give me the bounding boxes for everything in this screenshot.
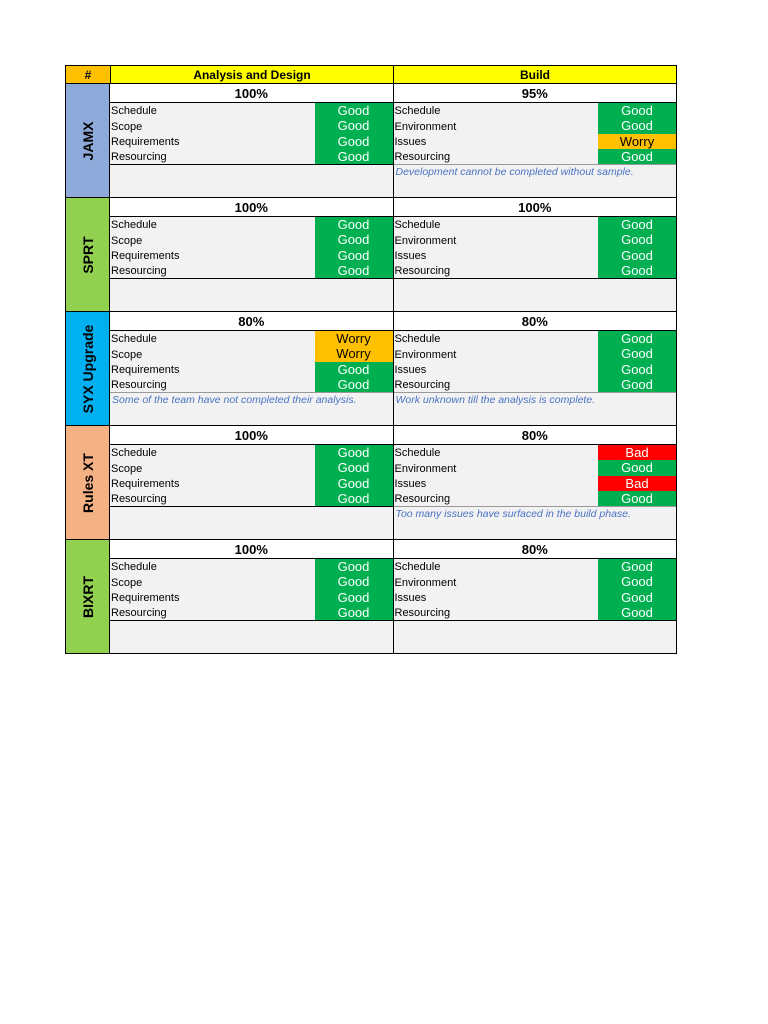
- status-rows: [110, 331, 393, 392]
- status-value-badge: Good: [598, 605, 676, 620]
- project-name: BIXRT: [79, 575, 96, 618]
- project-block: [65, 198, 677, 312]
- phase-comment: [394, 278, 677, 311]
- status-row: [110, 377, 393, 392]
- phase-analysis: [110, 84, 394, 197]
- status-value-badge: Good: [315, 377, 393, 392]
- status-row: [394, 331, 677, 346]
- project-name-cell: [66, 312, 110, 425]
- phase-comment: [110, 506, 393, 539]
- phase-percent: 80%: [110, 312, 393, 331]
- project-name: JAMX: [79, 121, 96, 160]
- phase-comment: Too many issues have surfaced in the build phase.: [394, 506, 677, 539]
- status-label: Scope: [111, 462, 143, 475]
- status-rows: [110, 217, 393, 278]
- status-value-badge: Good: [315, 574, 393, 589]
- phase-analysis: [110, 426, 394, 539]
- status-label: Resourcing: [111, 607, 167, 619]
- status-value-badge: Good: [598, 149, 676, 164]
- status-row: [110, 460, 393, 475]
- status-value-badge: Good: [315, 605, 393, 620]
- status-value-badge: Good: [315, 118, 393, 133]
- phase-analysis: [110, 198, 394, 311]
- status-label: Environment: [394, 462, 457, 475]
- status-value-badge: Good: [598, 559, 676, 574]
- status-row: [394, 103, 677, 118]
- header-build: Build: [394, 66, 676, 83]
- phase-build: [394, 426, 677, 539]
- status-rows: [394, 445, 677, 506]
- phase-comment: Some of the team have not completed their analysis.: [110, 392, 393, 425]
- status-label: Requirements: [111, 249, 180, 262]
- status-row: [394, 476, 677, 491]
- status-rows: [110, 445, 393, 506]
- status-value-badge: Worry: [315, 331, 393, 346]
- status-label: Requirements: [111, 363, 180, 376]
- status-value-badge: Good: [315, 445, 393, 460]
- status-label: Issues: [394, 591, 427, 604]
- status-label: Schedule: [111, 105, 157, 118]
- phase-build: [394, 198, 677, 311]
- status-rows: [394, 217, 677, 278]
- status-label: Resourcing: [394, 151, 451, 163]
- status-value-badge: Good: [598, 232, 676, 247]
- phase-percent: 100%: [110, 84, 393, 103]
- status-value-badge: Good: [598, 346, 676, 361]
- status-row: [110, 232, 393, 247]
- status-value-badge: Good: [315, 103, 393, 118]
- header-row: [65, 65, 677, 84]
- project-block: [65, 312, 677, 426]
- phase-percent: 80%: [394, 426, 677, 445]
- status-label: Schedule: [111, 333, 157, 346]
- status-value-badge: Good: [315, 248, 393, 263]
- status-label: Scope: [111, 120, 143, 133]
- status-label: Issues: [394, 135, 427, 148]
- status-label: Resourcing: [394, 265, 451, 277]
- status-label: Environment: [394, 576, 457, 589]
- status-value-badge: Good: [598, 217, 676, 232]
- status-dashboard: [65, 65, 677, 654]
- status-row: [394, 346, 677, 361]
- status-label: Schedule: [394, 333, 441, 346]
- status-row: [110, 118, 393, 133]
- status-row: [110, 103, 393, 118]
- status-value-badge: Good: [598, 574, 676, 589]
- status-row: [394, 491, 677, 506]
- phase-percent: 100%: [110, 426, 393, 445]
- status-row: [110, 263, 393, 278]
- project-name-cell: [66, 540, 110, 653]
- status-row: [394, 362, 677, 377]
- status-label: Schedule: [111, 561, 157, 574]
- status-value-badge: Bad: [598, 445, 676, 460]
- status-row: [110, 149, 393, 164]
- status-row: [394, 248, 677, 263]
- status-row: [110, 445, 393, 460]
- phase-analysis: [110, 540, 394, 653]
- header-analysis-design: Analysis and Design: [111, 66, 394, 83]
- status-row: [394, 134, 677, 149]
- status-label: Environment: [394, 348, 457, 361]
- status-value-badge: Good: [598, 248, 676, 263]
- phase-percent: 95%: [394, 84, 677, 103]
- status-label: Scope: [111, 348, 143, 361]
- status-row: [110, 134, 393, 149]
- status-row: [110, 590, 393, 605]
- status-row: [110, 346, 393, 361]
- status-label: Scope: [111, 234, 143, 247]
- status-row: [110, 574, 393, 589]
- status-label: Resourcing: [394, 493, 451, 505]
- status-value-badge: Good: [598, 118, 676, 133]
- status-value-badge: Good: [598, 491, 676, 506]
- status-value-badge: Good: [315, 232, 393, 247]
- status-row: [394, 232, 677, 247]
- phase-percent: 80%: [394, 540, 677, 559]
- project-name: SYX Upgrade: [79, 324, 96, 413]
- phase-analysis: [110, 312, 394, 425]
- status-row: [110, 362, 393, 377]
- status-row: [394, 263, 677, 278]
- status-value-badge: Good: [315, 149, 393, 164]
- phase-percent: 100%: [110, 198, 393, 217]
- status-row: [394, 445, 677, 460]
- phase-comment: [110, 164, 393, 197]
- status-label: Environment: [394, 120, 457, 133]
- status-label: Issues: [394, 249, 427, 262]
- status-row: [394, 605, 677, 620]
- phase-build: [394, 540, 677, 653]
- status-label: Issues: [394, 363, 427, 376]
- status-label: Scope: [111, 576, 143, 589]
- status-label: Resourcing: [111, 265, 167, 277]
- status-value-badge: Good: [315, 263, 393, 278]
- status-label: Resourcing: [394, 607, 451, 619]
- status-label: Issues: [394, 477, 427, 490]
- status-row: [394, 118, 677, 133]
- status-value-badge: Good: [315, 476, 393, 491]
- status-row: [110, 331, 393, 346]
- status-value-badge: Worry: [598, 134, 676, 149]
- status-row: [110, 217, 393, 232]
- project-block: [65, 426, 677, 540]
- project-name: SPRT: [79, 235, 96, 274]
- project-block: [65, 84, 677, 198]
- status-label: Requirements: [111, 477, 180, 490]
- phase-build: [394, 312, 677, 425]
- status-value-badge: Good: [315, 460, 393, 475]
- status-label: Schedule: [394, 105, 441, 118]
- status-label: Resourcing: [111, 151, 167, 163]
- phase-comment: [394, 620, 677, 653]
- status-label: Requirements: [111, 135, 180, 148]
- status-value-badge: Good: [315, 491, 393, 506]
- status-label: Schedule: [394, 561, 441, 574]
- status-label: Schedule: [111, 219, 157, 232]
- status-value-badge: Good: [315, 217, 393, 232]
- project-list: [65, 84, 677, 654]
- status-value-badge: Good: [315, 559, 393, 574]
- status-value-badge: Good: [598, 460, 676, 475]
- status-label: Schedule: [111, 447, 157, 460]
- status-value-badge: Good: [598, 263, 676, 278]
- status-label: Resourcing: [111, 379, 167, 391]
- status-row: [110, 476, 393, 491]
- status-value-badge: Good: [315, 134, 393, 149]
- phase-comment: [110, 620, 393, 653]
- status-value-badge: Good: [315, 362, 393, 377]
- status-row: [394, 377, 677, 392]
- status-rows: [394, 559, 677, 620]
- status-label: Schedule: [394, 219, 441, 232]
- status-row: [394, 149, 677, 164]
- status-row: [394, 574, 677, 589]
- status-label: Resourcing: [111, 493, 167, 505]
- header-hash-cell: #: [66, 66, 111, 83]
- status-rows: [394, 103, 677, 164]
- phase-comment: [110, 278, 393, 311]
- status-row: [110, 559, 393, 574]
- status-rows: [110, 559, 393, 620]
- status-value-badge: Bad: [598, 476, 676, 491]
- status-value-badge: Good: [598, 590, 676, 605]
- status-row: [110, 491, 393, 506]
- project-name-cell: [66, 426, 110, 539]
- project-name-cell: [66, 198, 110, 311]
- phase-percent: 100%: [394, 198, 677, 217]
- phase-percent: 80%: [394, 312, 677, 331]
- status-value-badge: Good: [315, 590, 393, 605]
- project-block: [65, 540, 677, 654]
- status-value-badge: Good: [598, 331, 676, 346]
- phase-comment: Work unknown till the analysis is complete.: [394, 392, 677, 425]
- status-rows: [394, 331, 677, 392]
- project-name-cell: [66, 84, 110, 197]
- phase-percent: 100%: [110, 540, 393, 559]
- status-row: [110, 248, 393, 263]
- phase-build: [394, 84, 677, 197]
- status-row: [394, 590, 677, 605]
- status-value-badge: Worry: [315, 346, 393, 361]
- status-row: [110, 605, 393, 620]
- status-label: Environment: [394, 234, 457, 247]
- status-value-badge: Good: [598, 103, 676, 118]
- status-row: [394, 559, 677, 574]
- phase-comment: Development cannot be completed without sample.: [394, 164, 677, 197]
- project-name: Rules XT: [79, 452, 96, 513]
- status-rows: [110, 103, 393, 164]
- status-row: [394, 460, 677, 475]
- status-row: [394, 217, 677, 232]
- status-label: Resourcing: [394, 379, 451, 391]
- status-value-badge: Good: [598, 377, 676, 392]
- status-label: Requirements: [111, 591, 180, 604]
- status-label: Schedule: [394, 447, 441, 460]
- status-value-badge: Good: [598, 362, 676, 377]
